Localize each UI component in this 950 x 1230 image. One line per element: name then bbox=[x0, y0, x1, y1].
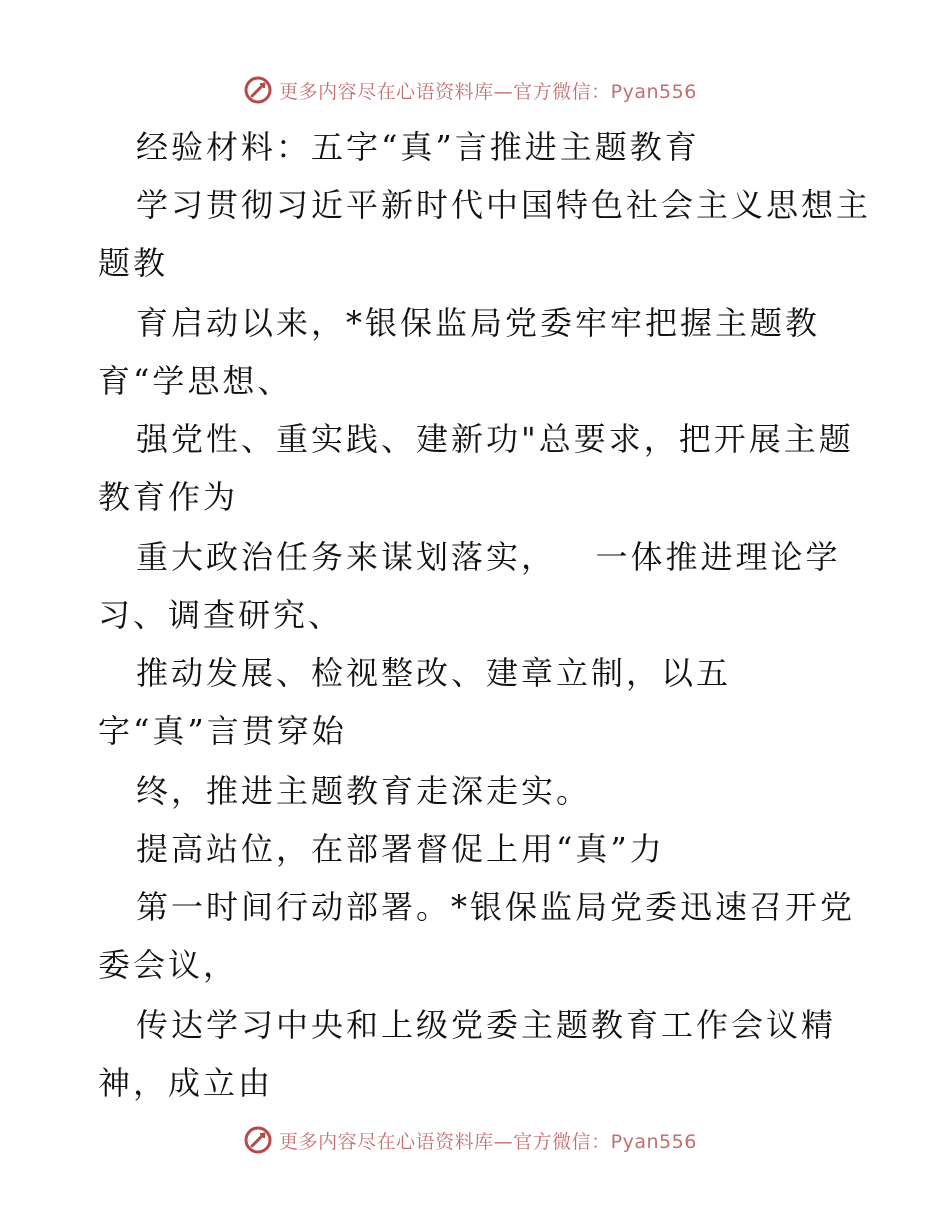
doc-section-heading: 提高站位，在部署督促上用“真”力 bbox=[136, 830, 665, 868]
doc-line: 传达学习中央和上级党委主题教育工作会议精 bbox=[136, 1006, 837, 1044]
footer-watermark bbox=[0, 1120, 950, 1160]
quill-seal-icon bbox=[243, 1125, 273, 1155]
doc-line: 终，推进主题教育走深走实。 bbox=[136, 772, 592, 810]
doc-title: 经验材料：五字“真”言推进主题教育 bbox=[136, 128, 700, 166]
doc-line: 委会议， bbox=[98, 946, 239, 984]
doc-line: 题教 bbox=[98, 244, 169, 282]
doc-line: 习、调查研究、 bbox=[98, 596, 344, 634]
watermark-text: 更多内容尽在心语资料库—官方微信：Pyan556 bbox=[279, 80, 697, 103]
watermark-text: 更多内容尽在心语资料库—官方微信：Pyan556 bbox=[279, 1130, 697, 1153]
doc-line: 学习贯彻习近平新时代中国特色社会主义思想主 bbox=[136, 186, 872, 224]
doc-line: 重大政治任务来谋划落实， 一体推进理论学 bbox=[136, 538, 841, 576]
doc-line: 教育作为 bbox=[98, 478, 239, 516]
doc-line: 强党性、重实践、建新功"总要求，把开展主题 bbox=[136, 420, 854, 458]
doc-line: 育“学思想、 bbox=[98, 362, 293, 400]
doc-line: 神，成立由 bbox=[98, 1064, 274, 1102]
doc-line: 推动发展、检视整改、建章立制，以五 bbox=[136, 654, 732, 692]
doc-line: 育启动以来，*银保监局党委牢牢把握主题教 bbox=[136, 304, 821, 342]
doc-line: 字“真”言贯穿始 bbox=[98, 712, 347, 750]
doc-line: 第一时间行动部署。*银保监局党委迅速召开党 bbox=[136, 888, 856, 926]
